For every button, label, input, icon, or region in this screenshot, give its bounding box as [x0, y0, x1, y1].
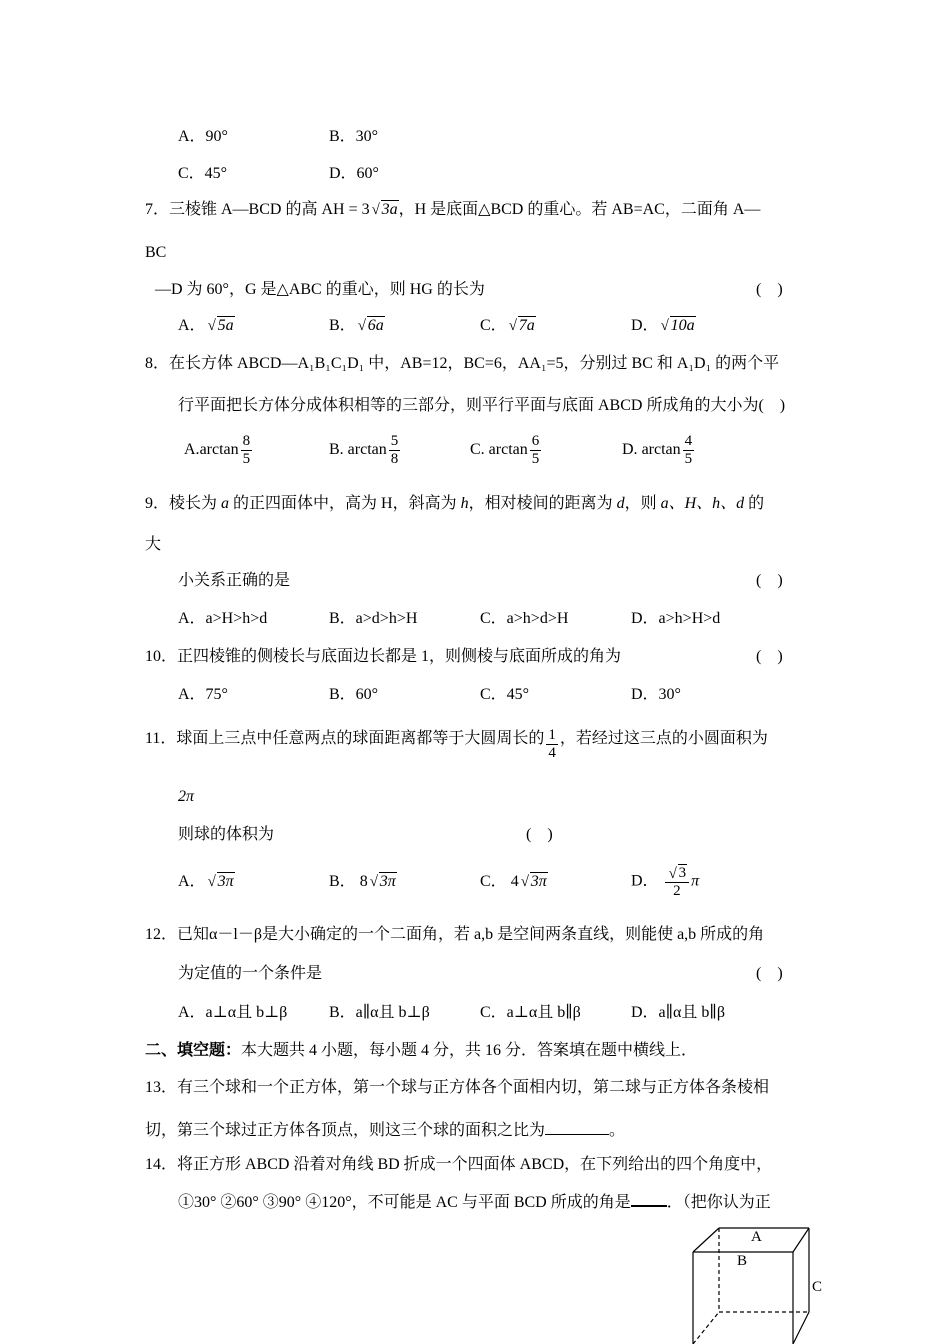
- q7-stem-line1: 7．三棱锥 A—BCD 的高 AH = 3 √ 3a，H 是底面△BCD 的重心。若 AB=AC，二面角 A—: [145, 201, 761, 218]
- q8-option-b: B. arctan $\frac{5}{8}$: [329, 433, 399, 467]
- q12-option-a: A．a⊥α且 b⊥β: [178, 1004, 288, 1021]
- q13-answer-blank[interactable]: [545, 1134, 609, 1135]
- q9-stem-line3: 小关系正确的是: [178, 572, 291, 589]
- q9-stem-line1: 9．棱长为 a 的正四面体中，高为 H，斜高为 h，相对棱间的距离为 d，则 a、H、h、d 的: [145, 495, 765, 512]
- cube-label-b: B: [737, 1253, 748, 1269]
- q13-stem-line2: 切，第三个球过正方体各顶点，则这三个球的面积之比为 。: [145, 1122, 626, 1139]
- q11-option-a: A． √ 3π: [178, 873, 234, 890]
- q14-stem-line1: 14．将正方形 ABCD 沿着对角线 BD 折成一个四面体 ABCD，在下列给出的四个角度中，: [145, 1156, 773, 1173]
- q7-option-b: B． √ 6a: [329, 317, 384, 334]
- cube-edge: [693, 1228, 719, 1252]
- q14-answer-blank[interactable]: [631, 1205, 667, 1207]
- cube-label-a: A: [751, 1229, 762, 1245]
- cube-edge: [793, 1228, 809, 1252]
- q8-stem-line2: 行平面把长方体分成体积相等的三部分，则平行平面与底面 ABCD 所成角的大小为( ): [178, 397, 786, 414]
- q12-option-d: D．a∥α且 b∥β: [631, 1004, 725, 1021]
- q6-option-b: B．30°: [329, 128, 379, 145]
- q11-option-b: B． 8 √ 3π: [329, 873, 396, 890]
- q9-stem-line2: 大: [145, 536, 162, 553]
- q6-option-d: D．60°: [329, 165, 379, 182]
- q8-stem-line1: 8．在长方体 ABCD—A₁B₁C₁D₁ 中，AB=12，BC=6，AA₁=5，分别过 BC 和 A₁D₁ 的两个平: [145, 355, 780, 372]
- q9-option-d: D．a>h>H>d: [631, 610, 721, 627]
- sqrt-sign: √ 3a: [371, 201, 398, 218]
- q8-option-d: D. arctan $\frac{4}{5}$: [622, 433, 693, 467]
- q10-option-d: D．30°: [631, 686, 681, 703]
- q10-stem: 10．正四棱锥的侧棱长与底面边长都是 1，则侧棱与底面所成的角为: [145, 648, 622, 665]
- cube-hidden-edge: [693, 1312, 719, 1344]
- cube-figure: [685, 1222, 835, 1344]
- cube-edge: [793, 1312, 809, 1344]
- q8-option-c: C. arctan $\frac{6}{5}$: [470, 433, 540, 467]
- q11-answer-paren: ( ): [526, 826, 553, 843]
- q7-stem-line3: —D 为 60°，G 是△ABC 的重心，则 HG 的长为: [155, 281, 485, 298]
- q12-option-c: C．a⊥α且 b∥β: [480, 1004, 581, 1021]
- q11-stem-line2: 2π: [178, 788, 195, 805]
- q9-option-a: A．a>H>h>d: [178, 610, 268, 627]
- q10-option-c: C．45°: [480, 686, 530, 703]
- q13-stem-line1: 13．有三个球和一个正方体，第一个球与正方体各个面相内切，第二球与正方体各条棱相: [145, 1079, 770, 1096]
- q7-option-c: C． √ 7a: [480, 317, 535, 334]
- q12-answer-paren: ( ): [756, 965, 783, 982]
- q14-stem-line2: ①30° ②60° ③90° ④120°，不可能是 AC 与平面 BCD 所成的角是 ．（把你认为正: [178, 1194, 771, 1211]
- q7-option-a: A． √ 5a: [178, 317, 234, 334]
- q8-option-a: A.arctan $\frac{8}{5}$: [184, 433, 251, 467]
- q11-option-c: C． 4 √ 3π: [480, 873, 547, 890]
- q12-stem-line2: 为定值的一个条件是: [178, 965, 323, 982]
- q9-option-c: C．a>h>d>H: [480, 610, 569, 627]
- section-heading: 二、填空题：本大题共 4 小题，每小题 4 分，共 16 分．答案填在题中横线上．: [145, 1042, 698, 1059]
- q7-stem-line2: BC: [145, 244, 167, 261]
- q11-stem-line1: 11．球面上三点中任意两点的球面距离都等于大圆周长的 $\frac{1}{4}$ ，若经过这三点的小圆面积为: [145, 727, 768, 761]
- q12-stem-line1: 12．已知α－l－β是大小确定的一个二面角，若 a,b 是空间两条直线，则能使 a,b 所成的角: [145, 926, 765, 943]
- q11-option-d: D． √ 3 2 π: [631, 865, 700, 899]
- q6-option-c: C．45°: [178, 165, 228, 182]
- q6-option-a: A．90°: [178, 128, 228, 145]
- q10-option-b: B．60°: [329, 686, 379, 703]
- q12-option-b: B．a∥α且 b⊥β: [329, 1004, 430, 1021]
- q10-option-a: A．75°: [178, 686, 228, 703]
- q10-answer-paren: ( ): [756, 648, 783, 665]
- q7-option-d: D． √ 10a: [631, 317, 695, 334]
- q7-answer-paren: ( ): [756, 281, 783, 298]
- q11-stem-line3: 则球的体积为: [178, 826, 275, 843]
- q9-answer-paren: ( ): [756, 572, 783, 589]
- cube-label-c: C: [812, 1279, 823, 1295]
- q9-option-b: B．a>d>h>H: [329, 610, 418, 627]
